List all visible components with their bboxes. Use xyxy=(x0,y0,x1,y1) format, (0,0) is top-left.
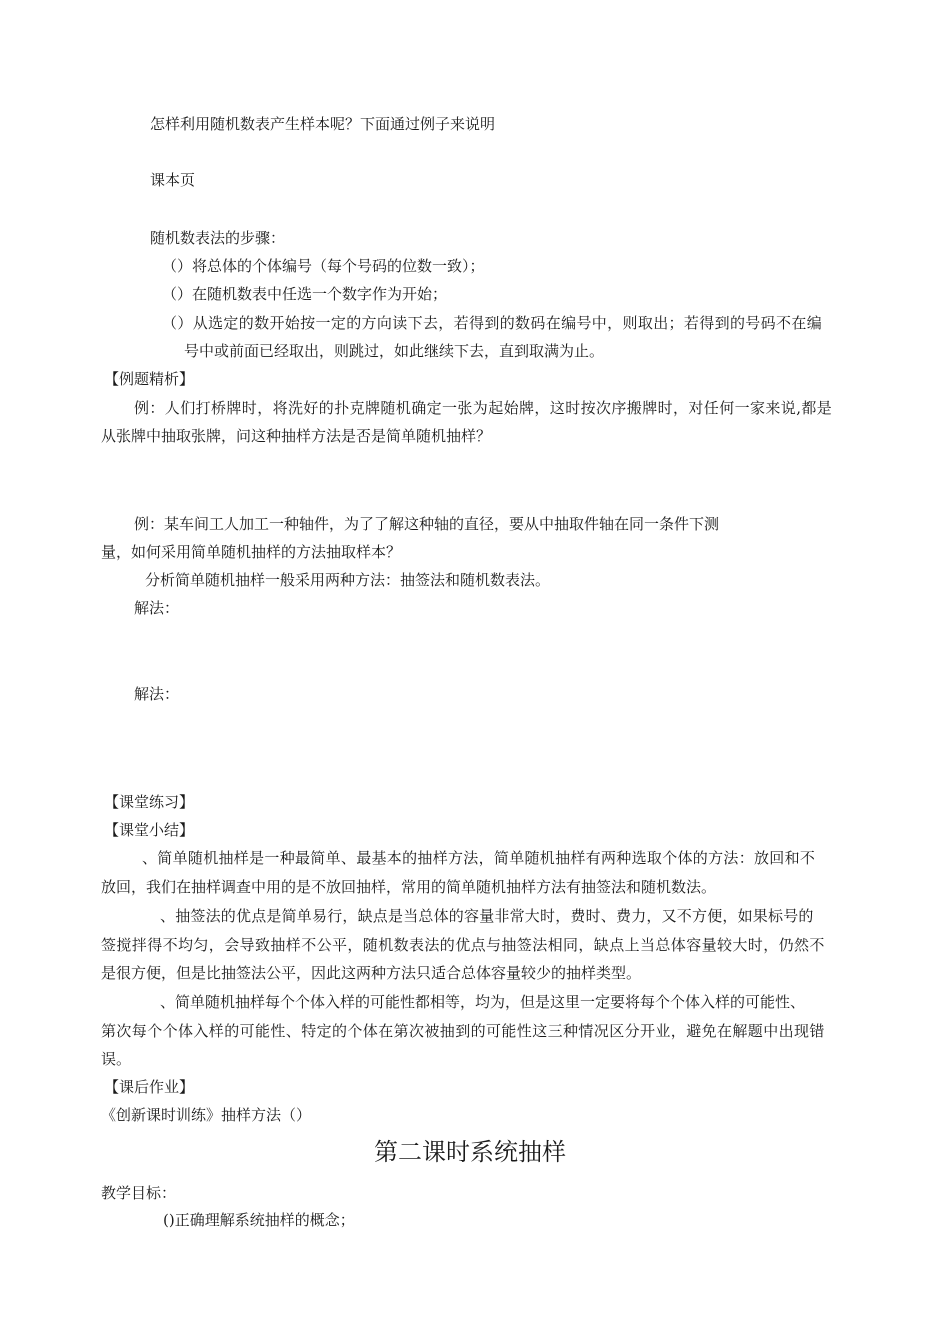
step-item-1: （）将总体的个体编号（每个号码的位数一致）； xyxy=(162,257,485,275)
homework-text: 《创新课时训练》抽样方法（） xyxy=(101,1106,312,1124)
textbook-page-ref: 课本页 xyxy=(150,171,196,189)
example2-line2: 量，如何采用简单随机抽样的方法抽取样本？ xyxy=(101,543,402,561)
example1-line1: 例：人们打桥牌时，将洗好的扑克牌随机确定一张为起始牌，这时按次序搬牌时，对任何一家来说,都是 xyxy=(134,399,833,417)
lesson2-title: 第二课时系统抽样 xyxy=(374,1138,566,1166)
objectives-heading: 教学目标： xyxy=(101,1184,177,1202)
summary-line-1: 、简单随机抽样是一种最简单、最基本的抽样方法，简单随机抽样有两种选取个体的方法：放回和不 xyxy=(142,849,816,867)
practice-section-heading: 【课堂练习】 xyxy=(104,793,195,811)
steps-heading: 随机数表法的步骤： xyxy=(150,229,286,247)
example-section-heading: 【例题精析】 xyxy=(104,370,195,388)
example2-line1: 例：某车间工人加工一种轴件，为了了解这种轴的直径，要从中抽取件轴在同一条件下测 xyxy=(134,515,720,533)
solution2-label: 解法： xyxy=(134,685,180,703)
summary-line-3: 、抽签法的优点是简单易行，缺点是当总体的容量非常大时，费时、费力，又不方便，如果标号的 xyxy=(160,907,814,925)
summary-line-8: 误。 xyxy=(101,1050,132,1068)
example1-line2: 从张牌中抽取张牌，问这种抽样方法是否是简单随机抽样？ xyxy=(101,427,492,445)
step-item-3-cont: 号中或前面已经取出，则跳过，如此继续下去，直到取满为止。 xyxy=(184,342,605,360)
analysis-text: 分析简单随机抽样一般采用两种方法：抽签法和随机数表法。 xyxy=(145,571,551,589)
solution1-label: 解法： xyxy=(134,599,180,617)
summary-line-5: 是很方便，但是比抽签法公平，因此这两种方法只适合总体容量较少的抽样类型。 xyxy=(101,964,642,982)
summary-line-6: 、简单随机抽样每个个体入样的可能性都相等，均为，但是这里一定要将每个个体入样的可能性、 xyxy=(160,993,806,1011)
summary-line-2: 放回，我们在抽样调查中用的是不放回抽样，常用的简单随机抽样方法有抽签法和随机数法。 xyxy=(101,878,717,896)
summary-line-4: 签搅拌得不均匀，会导致抽样不公平，随机数表法的优点与抽签法相同，缺点上当总体容量较大时，仍然不 xyxy=(101,936,825,954)
step-item-3: （）从选定的数开始按一定的方向读下去，若得到的数码在编号中，则取出；若得到的号码不在编 xyxy=(162,314,823,332)
summary-section-heading: 【课堂小结】 xyxy=(104,821,195,839)
step-item-2: （）在随机数表中任选一个数字作为开始； xyxy=(162,285,448,303)
objective-1: ()正确理解系统抽样的概念； xyxy=(163,1211,355,1229)
summary-line-7: 第次每个个体入样的可能性、特定的个体在第次被抽到的可能性这三种情况区分开业，避免在解题中出现错 xyxy=(101,1022,825,1040)
intro-text: 怎样利用随机数表产生样本呢？下面通过例子来说明 xyxy=(150,115,496,133)
homework-section-heading: 【课后作业】 xyxy=(104,1078,195,1096)
